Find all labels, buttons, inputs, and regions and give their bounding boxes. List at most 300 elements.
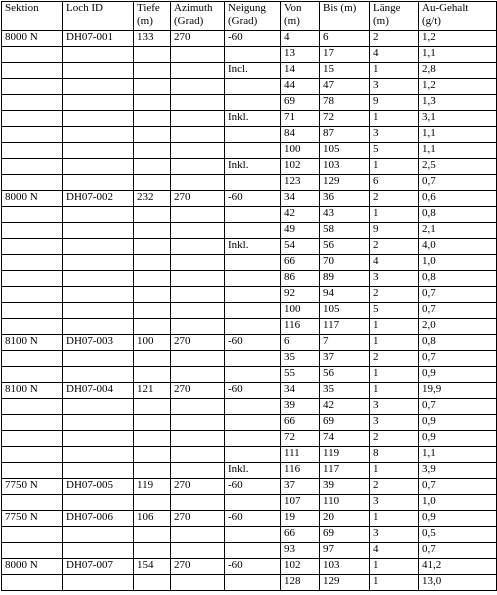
cell-azimuth	[171, 351, 225, 367]
cell-azimuth	[171, 239, 225, 255]
cell-azimuth	[171, 447, 225, 463]
cell-neigung	[225, 543, 281, 559]
table-row	[2, 255, 497, 271]
cell-von: 100	[281, 303, 320, 319]
cell-loch-id	[63, 319, 134, 335]
cell-neigung	[225, 271, 281, 287]
cell-azimuth	[171, 495, 225, 511]
cell-loch-id: DH07-005	[63, 479, 134, 495]
cell-tiefe	[134, 111, 171, 127]
cell-loch-id: DH07-006	[63, 511, 134, 527]
cell-loch-id	[63, 415, 134, 431]
cell-neigung	[225, 367, 281, 383]
table-row	[2, 127, 497, 143]
cell-tiefe	[134, 463, 171, 479]
cell-tiefe: 121	[134, 383, 171, 399]
cell-loch-id	[63, 447, 134, 463]
cell-laenge: 1	[370, 575, 419, 591]
cell-neigung	[225, 143, 281, 159]
table-row	[2, 575, 497, 591]
cell-tiefe: 119	[134, 479, 171, 495]
cell-laenge: 5	[370, 303, 419, 319]
cell-laenge: 1	[370, 159, 419, 175]
table-row	[2, 31, 497, 47]
cell-tiefe: 133	[134, 31, 171, 47]
table-row	[2, 543, 497, 559]
cell-von: 34	[281, 383, 320, 399]
table-row	[2, 175, 497, 191]
cell-laenge: 2	[370, 287, 419, 303]
cell-laenge: 3	[370, 271, 419, 287]
cell-tiefe	[134, 47, 171, 63]
cell-au-gehalt: 19,9	[419, 383, 497, 399]
cell-loch-id	[63, 239, 134, 255]
cell-au-gehalt: 4,0	[419, 239, 497, 255]
cell-tiefe	[134, 271, 171, 287]
cell-laenge: 2	[370, 239, 419, 255]
cell-au-gehalt: 1,2	[419, 31, 497, 47]
cell-bis: 56	[320, 239, 370, 255]
cell-tiefe	[134, 143, 171, 159]
cell-von: 102	[281, 559, 320, 575]
drill-results-table	[1, 1, 497, 591]
cell-loch-id	[63, 399, 134, 415]
cell-bis: 58	[320, 223, 370, 239]
cell-tiefe	[134, 95, 171, 111]
cell-au-gehalt: 2,1	[419, 223, 497, 239]
cell-sektion	[2, 159, 63, 175]
cell-bis: 42	[320, 399, 370, 415]
cell-bis: 56	[320, 367, 370, 383]
cell-neigung	[225, 175, 281, 191]
cell-au-gehalt: 0,8	[419, 271, 497, 287]
cell-au-gehalt: 1,3	[419, 95, 497, 111]
column-header-line: Au-Gehalt	[422, 2, 469, 14]
column-header-neigung	[225, 2, 281, 31]
column-header-line: Loch ID	[66, 2, 103, 14]
cell-neigung: Inkl.	[225, 159, 281, 175]
column-header-line: Azimuth	[174, 2, 213, 14]
table-row	[2, 303, 497, 319]
cell-azimuth	[171, 399, 225, 415]
table-row	[2, 335, 497, 351]
cell-neigung	[225, 351, 281, 367]
cell-loch-id	[63, 127, 134, 143]
table-row	[2, 159, 497, 175]
cell-neigung	[225, 287, 281, 303]
cell-sektion	[2, 319, 63, 335]
cell-au-gehalt: 0,7	[419, 175, 497, 191]
cell-bis: 119	[320, 447, 370, 463]
cell-laenge: 2	[370, 479, 419, 495]
column-header-line: (m)	[284, 15, 300, 27]
cell-loch-id	[63, 527, 134, 543]
cell-loch-id	[63, 543, 134, 559]
cell-von: 69	[281, 95, 320, 111]
cell-neigung	[225, 447, 281, 463]
cell-azimuth	[171, 575, 225, 591]
table-row	[2, 271, 497, 287]
cell-von: 55	[281, 367, 320, 383]
cell-au-gehalt: 2,0	[419, 319, 497, 335]
cell-laenge: 1	[370, 511, 419, 527]
cell-laenge: 4	[370, 543, 419, 559]
cell-bis: 105	[320, 303, 370, 319]
cell-bis: 39	[320, 479, 370, 495]
cell-bis: 117	[320, 319, 370, 335]
cell-sektion	[2, 367, 63, 383]
cell-neigung: -60	[225, 335, 281, 351]
cell-tiefe	[134, 415, 171, 431]
cell-laenge: 5	[370, 143, 419, 159]
cell-laenge: 1	[370, 63, 419, 79]
table-row	[2, 207, 497, 223]
cell-laenge: 3	[370, 399, 419, 415]
cell-bis: 70	[320, 255, 370, 271]
cell-au-gehalt: 0,7	[419, 287, 497, 303]
table-row	[2, 479, 497, 495]
cell-tiefe	[134, 319, 171, 335]
cell-loch-id	[63, 287, 134, 303]
cell-loch-id	[63, 303, 134, 319]
cell-azimuth: 270	[171, 31, 225, 47]
cell-tiefe	[134, 239, 171, 255]
cell-von: 37	[281, 479, 320, 495]
cell-sektion: 8100 N	[2, 335, 63, 351]
cell-loch-id	[63, 495, 134, 511]
cell-loch-id	[63, 463, 134, 479]
cell-azimuth	[171, 271, 225, 287]
cell-bis: 72	[320, 111, 370, 127]
cell-sektion	[2, 447, 63, 463]
cell-au-gehalt: 0,8	[419, 207, 497, 223]
cell-azimuth	[171, 367, 225, 383]
cell-bis: 69	[320, 527, 370, 543]
cell-tiefe: 100	[134, 335, 171, 351]
cell-neigung: -60	[225, 559, 281, 575]
cell-bis: 87	[320, 127, 370, 143]
cell-tiefe	[134, 303, 171, 319]
cell-laenge: 4	[370, 255, 419, 271]
cell-von: 44	[281, 79, 320, 95]
cell-au-gehalt: 0,7	[419, 303, 497, 319]
cell-azimuth	[171, 79, 225, 95]
cell-bis: 129	[320, 575, 370, 591]
cell-azimuth	[171, 319, 225, 335]
column-header-line: Von	[284, 2, 302, 14]
cell-tiefe	[134, 447, 171, 463]
cell-au-gehalt: 0,9	[419, 367, 497, 383]
table-row	[2, 319, 497, 335]
cell-azimuth	[171, 303, 225, 319]
cell-von: 34	[281, 191, 320, 207]
cell-laenge: 1	[370, 559, 419, 575]
column-header-line: (m)	[373, 15, 389, 27]
cell-sektion	[2, 575, 63, 591]
column-header-line: Tiefe	[137, 2, 160, 14]
cell-au-gehalt: 0,6	[419, 191, 497, 207]
cell-von: 19	[281, 511, 320, 527]
cell-sektion: 8000 N	[2, 191, 63, 207]
cell-tiefe	[134, 351, 171, 367]
cell-von: 84	[281, 127, 320, 143]
table-row	[2, 191, 497, 207]
cell-loch-id	[63, 271, 134, 287]
cell-au-gehalt: 0,7	[419, 351, 497, 367]
cell-loch-id	[63, 431, 134, 447]
cell-au-gehalt: 1,2	[419, 79, 497, 95]
cell-bis: 103	[320, 159, 370, 175]
cell-von: 116	[281, 463, 320, 479]
cell-bis: 74	[320, 431, 370, 447]
cell-au-gehalt: 1,1	[419, 447, 497, 463]
cell-loch-id	[63, 351, 134, 367]
cell-sektion	[2, 463, 63, 479]
cell-sektion	[2, 255, 63, 271]
cell-neigung	[225, 303, 281, 319]
cell-neigung	[225, 495, 281, 511]
column-header-laenge	[370, 2, 419, 31]
cell-loch-id	[63, 207, 134, 223]
cell-sektion	[2, 543, 63, 559]
cell-bis: 103	[320, 559, 370, 575]
cell-bis: 20	[320, 511, 370, 527]
cell-neigung: -60	[225, 383, 281, 399]
cell-laenge: 3	[370, 127, 419, 143]
cell-tiefe: 232	[134, 191, 171, 207]
cell-von: 4	[281, 31, 320, 47]
cell-au-gehalt: 1,1	[419, 143, 497, 159]
cell-loch-id: DH07-004	[63, 383, 134, 399]
cell-au-gehalt: 0,8	[419, 335, 497, 351]
cell-von: 128	[281, 575, 320, 591]
table-row	[2, 495, 497, 511]
cell-au-gehalt: 0,7	[419, 479, 497, 495]
table-row	[2, 95, 497, 111]
cell-neigung: Incl.	[225, 63, 281, 79]
cell-laenge: 1	[370, 207, 419, 223]
cell-sektion	[2, 127, 63, 143]
cell-loch-id	[63, 255, 134, 271]
cell-sektion: 8100 N	[2, 383, 63, 399]
cell-azimuth	[171, 255, 225, 271]
cell-bis: 97	[320, 543, 370, 559]
cell-loch-id	[63, 143, 134, 159]
cell-tiefe	[134, 159, 171, 175]
cell-loch-id: DH07-003	[63, 335, 134, 351]
cell-neigung: Inkl.	[225, 239, 281, 255]
table-row	[2, 511, 497, 527]
cell-neigung	[225, 79, 281, 95]
cell-azimuth	[171, 543, 225, 559]
cell-laenge: 1	[370, 319, 419, 335]
cell-loch-id	[63, 159, 134, 175]
cell-laenge: 9	[370, 223, 419, 239]
cell-tiefe	[134, 367, 171, 383]
cell-sektion	[2, 63, 63, 79]
cell-laenge: 8	[370, 447, 419, 463]
cell-sektion	[2, 415, 63, 431]
column-header-bis	[320, 2, 370, 31]
cell-von: 71	[281, 111, 320, 127]
cell-sektion	[2, 79, 63, 95]
cell-von: 66	[281, 527, 320, 543]
cell-sektion	[2, 271, 63, 287]
table-row	[2, 351, 497, 367]
cell-neigung: -60	[225, 191, 281, 207]
cell-von: 86	[281, 271, 320, 287]
table-body	[2, 31, 497, 591]
cell-au-gehalt: 13,0	[419, 575, 497, 591]
cell-bis: 47	[320, 79, 370, 95]
cell-azimuth: 270	[171, 511, 225, 527]
cell-laenge: 1	[370, 463, 419, 479]
cell-sektion	[2, 399, 63, 415]
cell-sektion	[2, 95, 63, 111]
cell-sektion	[2, 223, 63, 239]
cell-laenge: 2	[370, 431, 419, 447]
cell-azimuth	[171, 175, 225, 191]
cell-bis: 15	[320, 63, 370, 79]
column-header-sektion	[2, 2, 63, 31]
cell-laenge: 4	[370, 47, 419, 63]
table-row	[2, 63, 497, 79]
column-header-line: (Grad)	[228, 15, 258, 27]
table-row	[2, 383, 497, 399]
cell-azimuth	[171, 111, 225, 127]
cell-tiefe	[134, 575, 171, 591]
cell-von: 111	[281, 447, 320, 463]
table-row	[2, 79, 497, 95]
cell-loch-id	[63, 95, 134, 111]
cell-neigung	[225, 95, 281, 111]
cell-tiefe	[134, 63, 171, 79]
cell-sektion: 8000 N	[2, 559, 63, 575]
cell-laenge: 2	[370, 351, 419, 367]
table-row	[2, 111, 497, 127]
cell-neigung: -60	[225, 511, 281, 527]
cell-sektion	[2, 47, 63, 63]
cell-loch-id	[63, 47, 134, 63]
cell-laenge: 3	[370, 495, 419, 511]
cell-neigung: Inkl.	[225, 111, 281, 127]
cell-azimuth	[171, 127, 225, 143]
cell-au-gehalt: 1,1	[419, 47, 497, 63]
cell-au-gehalt: 0,9	[419, 415, 497, 431]
cell-laenge: 3	[370, 527, 419, 543]
cell-tiefe	[134, 207, 171, 223]
column-header-line: (Grad)	[174, 15, 204, 27]
cell-bis: 6	[320, 31, 370, 47]
cell-sektion: 7750 N	[2, 511, 63, 527]
cell-azimuth: 270	[171, 559, 225, 575]
cell-bis: 94	[320, 287, 370, 303]
cell-bis: 17	[320, 47, 370, 63]
cell-au-gehalt: 0,9	[419, 431, 497, 447]
cell-au-gehalt: 2,8	[419, 63, 497, 79]
cell-von: 92	[281, 287, 320, 303]
cell-sektion	[2, 175, 63, 191]
cell-von: 72	[281, 431, 320, 447]
cell-tiefe	[134, 495, 171, 511]
cell-sektion	[2, 351, 63, 367]
cell-au-gehalt: 0,7	[419, 543, 497, 559]
cell-au-gehalt: 41,2	[419, 559, 497, 575]
cell-von: 93	[281, 543, 320, 559]
cell-von: 54	[281, 239, 320, 255]
cell-neigung	[225, 47, 281, 63]
cell-tiefe	[134, 431, 171, 447]
cell-von: 116	[281, 319, 320, 335]
table-row	[2, 463, 497, 479]
cell-loch-id	[63, 63, 134, 79]
cell-azimuth	[171, 463, 225, 479]
cell-bis: 105	[320, 143, 370, 159]
column-header-tiefe	[134, 2, 171, 31]
cell-azimuth	[171, 47, 225, 63]
cell-von: 49	[281, 223, 320, 239]
cell-bis: 7	[320, 335, 370, 351]
cell-neigung	[225, 431, 281, 447]
table-row	[2, 447, 497, 463]
cell-loch-id	[63, 111, 134, 127]
cell-loch-id: DH07-007	[63, 559, 134, 575]
cell-tiefe: 154	[134, 559, 171, 575]
cell-von: 100	[281, 143, 320, 159]
column-header-line: Länge	[373, 2, 401, 14]
cell-neigung: -60	[225, 31, 281, 47]
table-row	[2, 367, 497, 383]
cell-bis: 78	[320, 95, 370, 111]
cell-tiefe	[134, 399, 171, 415]
cell-neigung: Inkl.	[225, 463, 281, 479]
cell-loch-id	[63, 367, 134, 383]
cell-laenge: 3	[370, 415, 419, 431]
table-row	[2, 143, 497, 159]
cell-azimuth	[171, 287, 225, 303]
cell-sektion	[2, 303, 63, 319]
cell-loch-id	[63, 175, 134, 191]
table-row	[2, 287, 497, 303]
cell-tiefe	[134, 175, 171, 191]
cell-bis: 69	[320, 415, 370, 431]
cell-azimuth: 270	[171, 479, 225, 495]
column-header-von	[281, 2, 320, 31]
column-header-au-gehalt	[419, 2, 497, 31]
cell-tiefe	[134, 255, 171, 271]
cell-azimuth: 270	[171, 191, 225, 207]
cell-von: 14	[281, 63, 320, 79]
cell-tiefe: 106	[134, 511, 171, 527]
cell-bis: 35	[320, 383, 370, 399]
cell-au-gehalt: 0,5	[419, 527, 497, 543]
cell-laenge: 1	[370, 111, 419, 127]
cell-von: 13	[281, 47, 320, 63]
cell-neigung	[225, 127, 281, 143]
cell-loch-id: DH07-001	[63, 31, 134, 47]
cell-von: 107	[281, 495, 320, 511]
cell-azimuth	[171, 159, 225, 175]
cell-sektion	[2, 527, 63, 543]
cell-bis: 129	[320, 175, 370, 191]
table-row	[2, 559, 497, 575]
column-header-line: Neigung	[228, 2, 266, 14]
cell-au-gehalt: 2,5	[419, 159, 497, 175]
cell-neigung	[225, 207, 281, 223]
cell-sektion	[2, 143, 63, 159]
cell-au-gehalt: 3,1	[419, 111, 497, 127]
cell-laenge: 9	[370, 95, 419, 111]
